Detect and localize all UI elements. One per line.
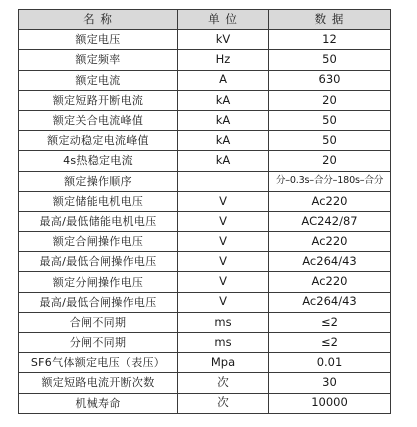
table-row — [19, 232, 391, 252]
param-name-cell: 额定分闸操作电压 — [19, 272, 178, 292]
param-value-cell: 0.01 — [269, 353, 391, 373]
param-unit-cell: kA — [178, 131, 269, 151]
table-row — [19, 90, 391, 110]
param-unit-cell: V — [178, 252, 269, 272]
param-name-cell: 额定短路电流开断次数 — [19, 373, 178, 393]
param-unit-cell: V — [178, 232, 269, 252]
header-name: 名 称 — [19, 10, 178, 30]
param-value-cell: 30 — [269, 373, 391, 393]
param-value-cell: Ac264/43 — [269, 292, 391, 312]
table-row — [19, 70, 391, 90]
table-row — [19, 191, 391, 211]
param-name-cell: 最高/最低合闸操作电压 — [19, 292, 178, 312]
param-unit-cell: Hz — [178, 50, 269, 70]
param-unit-cell: kA — [178, 151, 269, 171]
param-name-cell: 额定电压 — [19, 30, 178, 50]
table-row — [19, 393, 391, 413]
param-name-cell: 额定电流 — [19, 70, 178, 90]
param-unit-cell: Mpa — [178, 353, 269, 373]
param-unit-cell: 次 — [178, 393, 269, 413]
param-name-cell: 额定操作顺序 — [19, 171, 178, 191]
param-value-cell: 50 — [269, 50, 391, 70]
param-name-cell: 额定合闸操作电压 — [19, 232, 178, 252]
param-name-cell: 4s热稳定电流 — [19, 151, 178, 171]
table-row — [19, 333, 391, 353]
param-unit-cell: ms — [178, 312, 269, 332]
param-unit-cell: A — [178, 70, 269, 90]
param-unit-cell: ms — [178, 333, 269, 353]
param-value-cell: 20 — [269, 151, 391, 171]
param-unit-cell: kA — [178, 110, 269, 130]
param-value-cell: Ac220 — [269, 272, 391, 292]
param-name-cell: 最高/最低储能电机电压 — [19, 211, 178, 231]
table-row — [19, 171, 391, 191]
param-value-cell: Ac220 — [269, 191, 391, 211]
param-value-cell: 50 — [269, 110, 391, 130]
param-unit-cell: kV — [178, 30, 269, 50]
param-value-cell: 630 — [269, 70, 391, 90]
param-unit-cell: 次 — [178, 373, 269, 393]
param-value-cell: Ac220 — [269, 232, 391, 252]
param-unit-cell — [178, 171, 269, 191]
param-name-cell: 机械寿命 — [19, 393, 178, 413]
table-row — [19, 110, 391, 130]
header-value: 数 据 — [269, 10, 391, 30]
table-row — [19, 151, 391, 171]
table-row — [19, 252, 391, 272]
param-name-cell: 额定储能电机电压 — [19, 191, 178, 211]
param-unit-cell: V — [178, 191, 269, 211]
param-unit-cell: kA — [178, 90, 269, 110]
param-value-cell: 分–0.3s–合分–180s–合分 — [269, 171, 391, 191]
table-body — [19, 30, 391, 414]
param-name-cell: 额定频率 — [19, 50, 178, 70]
param-value-cell: ≤2 — [269, 333, 391, 353]
param-value-cell: ≤2 — [269, 312, 391, 332]
table-row — [19, 211, 391, 231]
param-value-cell: 50 — [269, 131, 391, 151]
table-row — [19, 30, 391, 50]
param-value-cell: 10000 — [269, 393, 391, 413]
table-row — [19, 131, 391, 151]
param-name-cell: 额定关合电流峰值 — [19, 110, 178, 130]
param-unit-cell: V — [178, 272, 269, 292]
param-value-cell: AC242/87 — [269, 211, 391, 231]
param-unit-cell: V — [178, 292, 269, 312]
param-value-cell: 12 — [269, 30, 391, 50]
param-name-cell: 合闸不同期 — [19, 312, 178, 332]
param-name-cell: 额定短路开断电流 — [19, 90, 178, 110]
header-unit: 单 位 — [178, 10, 269, 30]
spec-table — [18, 9, 391, 414]
table-row — [19, 373, 391, 393]
param-name-cell: SF6气体额定电压（表压） — [19, 353, 178, 373]
header-row — [19, 10, 391, 30]
table-row — [19, 50, 391, 70]
param-name-cell: 最高/最低合闸操作电压 — [19, 252, 178, 272]
param-unit-cell: V — [178, 211, 269, 231]
param-value-cell: Ac264/43 — [269, 252, 391, 272]
param-name-cell: 额定动稳定电流峰值 — [19, 131, 178, 151]
table-row — [19, 312, 391, 332]
param-value-cell: 20 — [269, 90, 391, 110]
table-row — [19, 353, 391, 373]
param-name-cell: 分闸不同期 — [19, 333, 178, 353]
table-row — [19, 272, 391, 292]
table-row — [19, 292, 391, 312]
